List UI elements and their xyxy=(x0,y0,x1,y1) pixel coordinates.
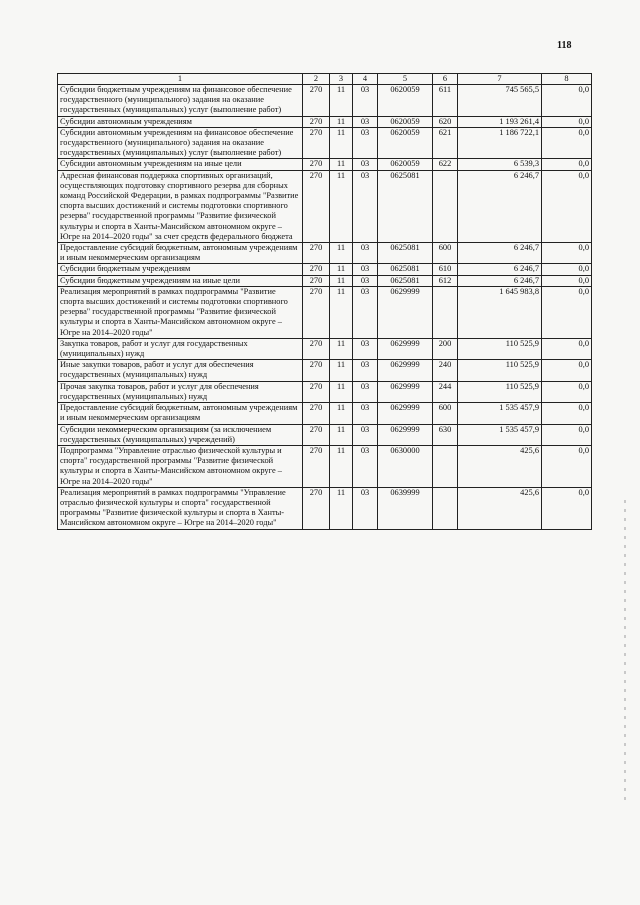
row-target-code: 0620059 xyxy=(378,85,433,117)
row-target-code: 0620059 xyxy=(378,159,433,170)
row-subsection-code: 03 xyxy=(353,286,378,338)
table-row xyxy=(58,424,592,445)
row-name: Адресная финансовая поддержка спортивных организаций, осуществляющих подготовку спортивного резерва для сборных команд Российской Федерации, в рамках подпрограммы "Развитие спорта высших достижений и системы подготовки спортивного резерва" государственной программы "Развитие физической культуры и спорта в Ханты-Мансийском автономном округе – Югре на 2014–2020 годы" за счет средств федерального бюджета xyxy=(58,170,303,242)
row-name: Подпрограмма "Управление отраслью физической культуры и спорта" государственной программы "Развитие физической культуры и спорта в Ханты-Мансийском автономном округе – Югре на 2014–2020 годы" xyxy=(58,445,303,487)
row-subsection-code: 03 xyxy=(353,360,378,381)
row-ministry-code: 270 xyxy=(303,264,330,275)
row-ministry-code: 270 xyxy=(303,445,330,487)
row-amount-2: 0,0 xyxy=(542,275,592,286)
row-expense-type xyxy=(433,286,458,338)
row-ministry-code: 270 xyxy=(303,159,330,170)
row-subsection-code: 03 xyxy=(353,116,378,127)
table-row xyxy=(58,381,592,402)
header-col-5: 5 xyxy=(378,74,433,85)
row-expense-type: 630 xyxy=(433,424,458,445)
row-section-code: 11 xyxy=(330,170,353,242)
row-ministry-code: 270 xyxy=(303,127,330,159)
row-section-code: 11 xyxy=(330,286,353,338)
header-col-2: 2 xyxy=(303,74,330,85)
row-amount-2: 0,0 xyxy=(542,170,592,242)
row-ministry-code: 270 xyxy=(303,85,330,117)
header-col-8: 8 xyxy=(542,74,592,85)
row-amount: 1 535 457,9 xyxy=(458,424,542,445)
row-section-code: 11 xyxy=(330,159,353,170)
row-expense-type: 622 xyxy=(433,159,458,170)
row-subsection-code: 03 xyxy=(353,403,378,424)
row-subsection-code: 03 xyxy=(353,487,378,529)
row-target-code: 0629999 xyxy=(378,381,433,402)
row-section-code: 11 xyxy=(330,381,353,402)
row-name: Реализация мероприятий в рамках подпрограммы "Управление отраслью физической культуры и спорта" государственной программы "Развитие физической культуры и спорта в Ханты-Мансийском автономном округе – Югре на 2014–2020 годы" xyxy=(58,487,303,529)
row-subsection-code: 03 xyxy=(353,127,378,159)
header-col-7: 7 xyxy=(458,74,542,85)
scan-edge-mark xyxy=(624,500,626,800)
header-col-6: 6 xyxy=(433,74,458,85)
row-amount-2: 0,0 xyxy=(542,85,592,117)
row-subsection-code: 03 xyxy=(353,264,378,275)
row-amount-2: 0,0 xyxy=(542,286,592,338)
row-ministry-code: 270 xyxy=(303,286,330,338)
row-section-code: 11 xyxy=(330,264,353,275)
row-expense-type xyxy=(433,487,458,529)
row-ministry-code: 270 xyxy=(303,275,330,286)
row-expense-type: 612 xyxy=(433,275,458,286)
row-subsection-code: 03 xyxy=(353,381,378,402)
row-amount: 110 525,9 xyxy=(458,381,542,402)
row-amount-2: 0,0 xyxy=(542,338,592,359)
row-section-code: 11 xyxy=(330,360,353,381)
row-name: Субсидии автономным учреждениям xyxy=(58,116,303,127)
row-subsection-code: 03 xyxy=(353,243,378,264)
table-row xyxy=(58,360,592,381)
row-section-code: 11 xyxy=(330,116,353,127)
row-amount: 425,6 xyxy=(458,487,542,529)
row-ministry-code: 270 xyxy=(303,403,330,424)
row-target-code: 0630000 xyxy=(378,445,433,487)
row-target-code: 0639999 xyxy=(378,487,433,529)
row-ministry-code: 270 xyxy=(303,243,330,264)
row-section-code: 11 xyxy=(330,127,353,159)
row-amount: 110 525,9 xyxy=(458,360,542,381)
table-row xyxy=(58,403,592,424)
table-row xyxy=(58,275,592,286)
row-expense-type: 620 xyxy=(433,116,458,127)
row-ministry-code: 270 xyxy=(303,338,330,359)
row-target-code: 0625081 xyxy=(378,170,433,242)
row-target-code: 0629999 xyxy=(378,286,433,338)
row-target-code: 0629999 xyxy=(378,338,433,359)
row-amount-2: 0,0 xyxy=(542,424,592,445)
row-section-code: 11 xyxy=(330,424,353,445)
row-name: Субсидии бюджетным учреждениям на иные цели xyxy=(58,275,303,286)
row-section-code: 11 xyxy=(330,85,353,117)
row-section-code: 11 xyxy=(330,338,353,359)
row-name: Прочая закупка товаров, работ и услуг для обеспечения государственных (муниципальных) нужд xyxy=(58,381,303,402)
row-name: Субсидии автономным учреждениям на иные цели xyxy=(58,159,303,170)
row-name: Реализация мероприятий в рамках подпрограммы "Развитие спорта высших достижений и системы подготовки спортивного резерва" государственной программы "Развитие физической культуры и спорта в Ханты-Мансийском автономном округе – Югре на 2014–2020 годы" xyxy=(58,286,303,338)
row-amount: 110 525,9 xyxy=(458,338,542,359)
table-row xyxy=(58,85,592,117)
row-subsection-code: 03 xyxy=(353,159,378,170)
row-section-code: 11 xyxy=(330,403,353,424)
row-target-code: 0629999 xyxy=(378,424,433,445)
row-ministry-code: 270 xyxy=(303,116,330,127)
row-section-code: 11 xyxy=(330,243,353,264)
row-target-code: 0629999 xyxy=(378,403,433,424)
row-amount: 1 193 261,4 xyxy=(458,116,542,127)
row-ministry-code: 270 xyxy=(303,381,330,402)
row-expense-type: 600 xyxy=(433,243,458,264)
row-section-code: 11 xyxy=(330,275,353,286)
row-amount-2: 0,0 xyxy=(542,445,592,487)
table-row xyxy=(58,170,592,242)
row-name: Субсидии некоммерческим организациям (за исключением государственных (муниципальных) учреждений) xyxy=(58,424,303,445)
row-amount-2: 0,0 xyxy=(542,127,592,159)
table-row xyxy=(58,264,592,275)
header-col-1: 1 xyxy=(58,74,303,85)
table-row xyxy=(58,445,592,487)
row-name: Закупка товаров, работ и услуг для государственных (муниципальных) нужд xyxy=(58,338,303,359)
row-amount: 6 246,7 xyxy=(458,170,542,242)
row-name: Субсидии бюджетным учреждениям xyxy=(58,264,303,275)
row-amount: 1 186 722,1 xyxy=(458,127,542,159)
row-amount: 1 535 457,9 xyxy=(458,403,542,424)
table-row xyxy=(58,487,592,529)
page-number: 118 xyxy=(557,40,572,51)
table-row xyxy=(58,116,592,127)
table-row xyxy=(58,159,592,170)
row-section-code: 11 xyxy=(330,487,353,529)
row-target-code: 0629999 xyxy=(378,360,433,381)
row-amount-2: 0,0 xyxy=(542,159,592,170)
row-amount: 6 246,7 xyxy=(458,264,542,275)
row-expense-type: 621 xyxy=(433,127,458,159)
row-ministry-code: 270 xyxy=(303,170,330,242)
row-expense-type xyxy=(433,170,458,242)
row-subsection-code: 03 xyxy=(353,424,378,445)
row-name: Субсидии автономным учреждениям на финансовое обеспечение государственного (муниципального) задания на оказание государственных (муниципальных) услуг (выполнение работ) xyxy=(58,127,303,159)
row-name: Предоставление субсидий бюджетным, автономным учреждениям и иным некоммерческим организациям xyxy=(58,243,303,264)
row-expense-type: 200 xyxy=(433,338,458,359)
table-row xyxy=(58,127,592,159)
row-section-code: 11 xyxy=(330,445,353,487)
row-amount-2: 0,0 xyxy=(542,381,592,402)
row-expense-type: 611 xyxy=(433,85,458,117)
row-amount: 425,6 xyxy=(458,445,542,487)
row-amount-2: 0,0 xyxy=(542,116,592,127)
row-target-code: 0620059 xyxy=(378,127,433,159)
header-col-3: 3 xyxy=(330,74,353,85)
row-subsection-code: 03 xyxy=(353,275,378,286)
row-name: Субсидии бюджетным учреждениям на финансовое обеспечение государственного (муниципального) задания на оказание государственных (муниципальных) услуг (выполнение работ) xyxy=(58,85,303,117)
row-subsection-code: 03 xyxy=(353,170,378,242)
row-amount: 6 539,3 xyxy=(458,159,542,170)
row-expense-type: 600 xyxy=(433,403,458,424)
row-target-code: 0620059 xyxy=(378,116,433,127)
row-subsection-code: 03 xyxy=(353,338,378,359)
header-row xyxy=(58,74,592,85)
row-amount-2: 0,0 xyxy=(542,360,592,381)
row-expense-type: 610 xyxy=(433,264,458,275)
budget-table xyxy=(57,73,592,530)
row-name: Иные закупки товаров, работ и услуг для обеспечения государственных (муниципальных) нужд xyxy=(58,360,303,381)
row-expense-type xyxy=(433,445,458,487)
table-row xyxy=(58,286,592,338)
row-target-code: 0625081 xyxy=(378,264,433,275)
row-target-code: 0625081 xyxy=(378,275,433,286)
row-expense-type: 244 xyxy=(433,381,458,402)
row-target-code: 0625081 xyxy=(378,243,433,264)
row-amount: 1 645 983,8 xyxy=(458,286,542,338)
header-col-4: 4 xyxy=(353,74,378,85)
row-subsection-code: 03 xyxy=(353,85,378,117)
row-name: Предоставление субсидий бюджетным, автономным учреждениям и иным некоммерческим организациям xyxy=(58,403,303,424)
row-ministry-code: 270 xyxy=(303,424,330,445)
row-ministry-code: 270 xyxy=(303,487,330,529)
row-amount: 6 246,7 xyxy=(458,275,542,286)
table-row xyxy=(58,243,592,264)
row-amount-2: 0,0 xyxy=(542,487,592,529)
row-amount: 745 565,5 xyxy=(458,85,542,117)
row-expense-type: 240 xyxy=(433,360,458,381)
row-amount-2: 0,0 xyxy=(542,243,592,264)
row-amount-2: 0,0 xyxy=(542,264,592,275)
row-amount-2: 0,0 xyxy=(542,403,592,424)
table-row xyxy=(58,338,592,359)
row-ministry-code: 270 xyxy=(303,360,330,381)
row-subsection-code: 03 xyxy=(353,445,378,487)
row-amount: 6 246,7 xyxy=(458,243,542,264)
